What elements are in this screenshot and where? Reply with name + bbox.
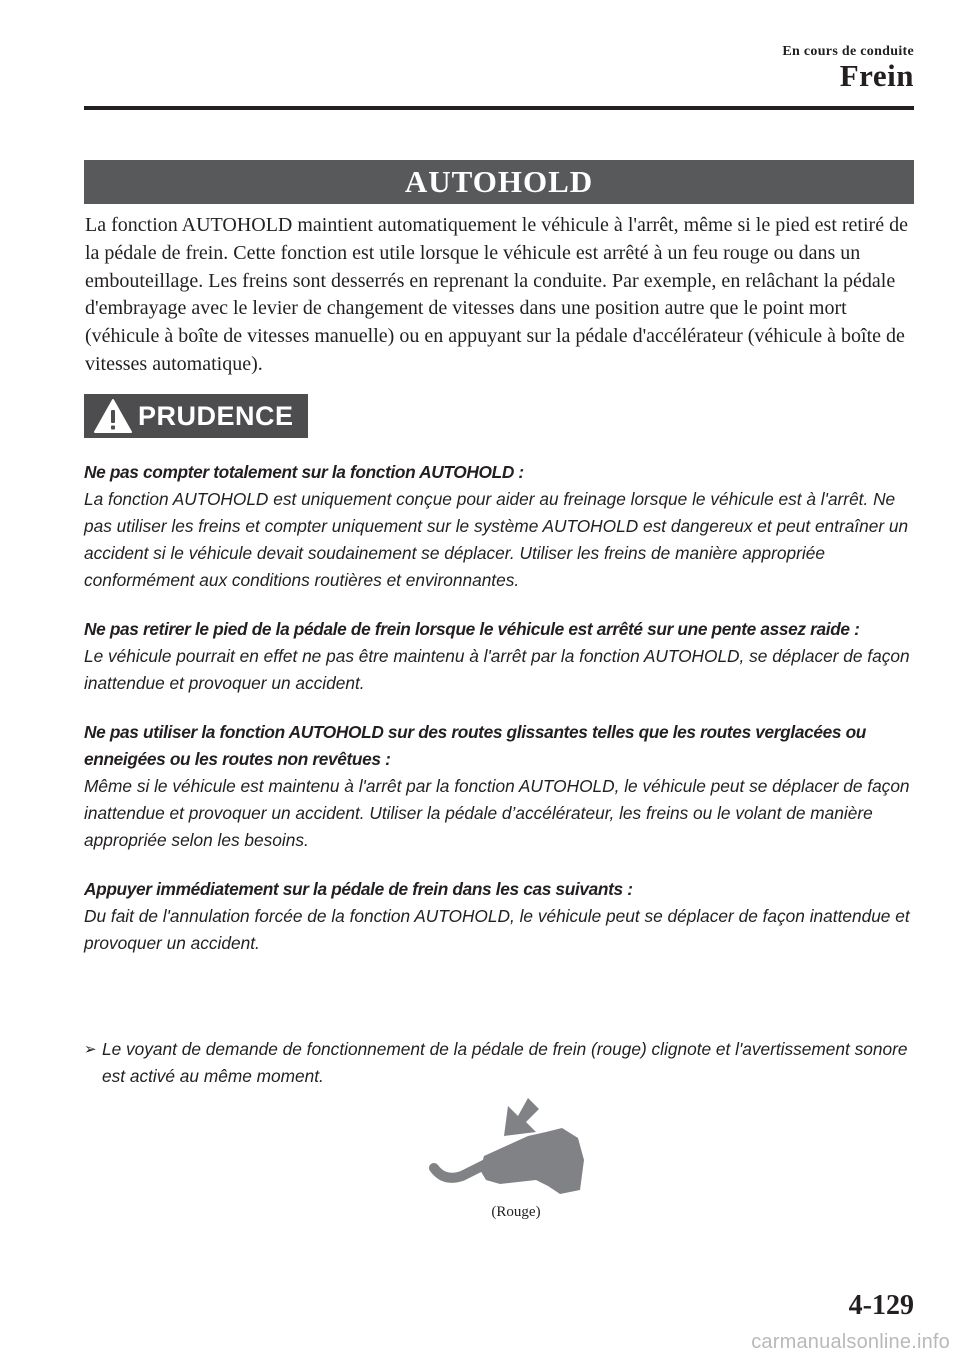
warning-item — [84, 876, 916, 957]
warning-body: La fonction AUTOHOLD est uniquement conçue pour aider au freinage lorsque le véhicule est à l'arrêt. Ne pas utiliser les freins et compter uniquement sur le système AUTOHOLD est dangereux et peut entraîner un accident si le véhicule devait soudainement se déplacer. Utiliser les freins de manière appropriée conformément aux conditions routières et environnantes. — [84, 489, 909, 590]
section-banner — [84, 160, 914, 204]
page-number: 4-129 — [848, 1290, 914, 1321]
intro-paragraph: La fonction AUTOHOLD maintient automatiquement le véhicule à l'arrêt, même si le pied est retiré de la pédale de frein. Cette fonction est utile lorsque le véhicule est arrêté à un feu rouge ou dans un embouteillage. Les freins sont desserrés en reprenant la conduite. Par exemple, en relâchant la pédale d'embrayage avec le levier de changement de vitesses dans une position autre que le point mort (véhicule à boîte de vitesses manuelle) ou en appuyant sur la pédale d'accélérateur (véhicule à boîte de vitesses automatique). — [85, 214, 908, 375]
warning-item — [84, 459, 916, 594]
bullet-arrow-icon: ➢ — [84, 1041, 97, 1058]
warning-item — [84, 616, 916, 697]
warning-body: Même si le véhicule est maintenu à l'arrêt par la fonction AUTOHOLD, le véhicule peut se déplacer de façon inattendue et provoquer un accident. Utiliser la pédale d’accélérateur, les freins ou le volant de manière appropriée selon les besoins. — [84, 776, 910, 850]
caution-badge — [84, 394, 308, 438]
caution-content — [84, 459, 916, 979]
indicator-caption: (Rouge) — [491, 1204, 541, 1220]
brake-pedal-indicator — [428, 1094, 588, 1204]
warning-triangle-icon — [92, 397, 134, 435]
warning-body: Du fait de l'annulation forcée de la fonction AUTOHOLD, le véhicule peut se déplacer de façon inattendue et provoquer un accident. — [84, 906, 910, 953]
warning-body: Le véhicule pourrait en effet ne pas être maintenu à l'arrêt par la fonction AUTOHOLD, se déplacer de façon inattendue et provoquer un accident. — [84, 646, 910, 693]
caution-label: PRUDENCE — [138, 400, 294, 431]
running-header-section: En cours de conduite — [782, 44, 914, 59]
watermark: carmanualsonline.info — [751, 1331, 950, 1353]
list-item — [84, 1036, 916, 1090]
warning-heading: Ne pas compter totalement sur la fonction AUTOHOLD : — [84, 462, 524, 482]
brake-pedal-request-icon — [428, 1094, 588, 1204]
header-divider — [84, 106, 914, 110]
list-item-text: Le voyant de demande de fonctionnement de la pédale de frein (rouge) clignote et l'avertissement sonore est activé au même moment. — [102, 1039, 908, 1086]
warning-heading: Appuyer immédiatement sur la pédale de frein dans les cas suivants : — [84, 879, 633, 899]
warning-item — [84, 719, 916, 854]
running-header-title: Frein — [839, 58, 914, 93]
warning-heading: Ne pas retirer le pied de la pédale de frein lorsque le véhicule est arrêté sur une pente assez raide : — [84, 619, 860, 639]
warning-heading: Ne pas utiliser la fonction AUTOHOLD sur des routes glissantes telles que les routes verglacées ou enneigées ou les routes non revêtues : — [84, 722, 867, 769]
condition-list — [84, 1036, 916, 1090]
section-title: AUTOHOLD — [404, 164, 594, 199]
